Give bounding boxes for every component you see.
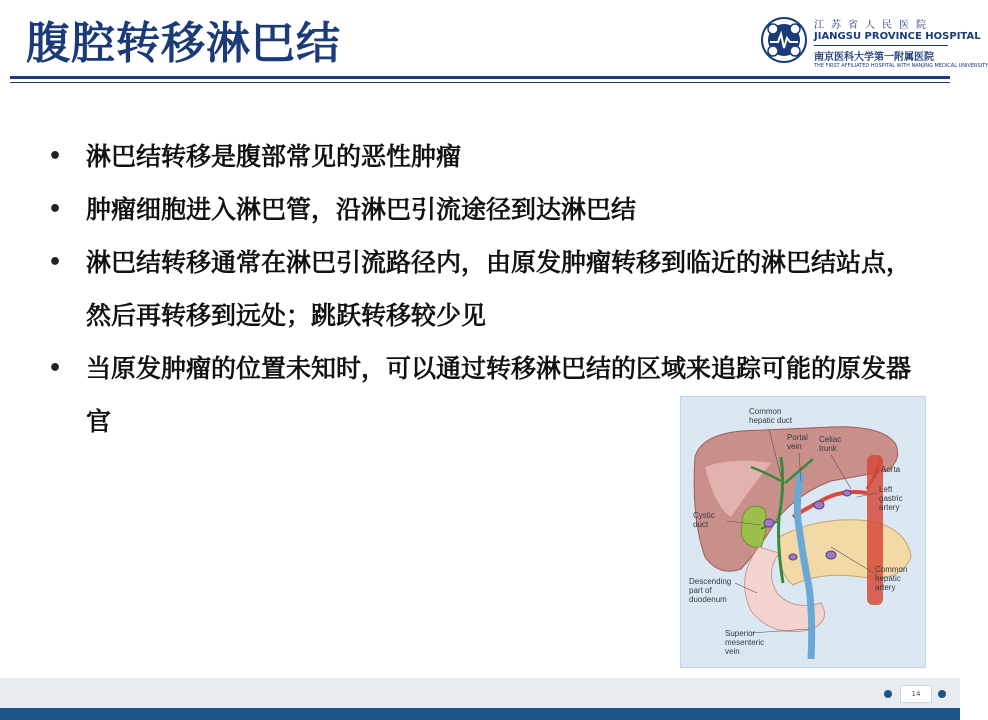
next-slide-dot-icon[interactable] bbox=[938, 690, 946, 698]
bullet-item bbox=[42, 183, 922, 236]
bullet-marker: • bbox=[48, 197, 63, 222]
label-aorta: Aorta bbox=[881, 465, 901, 474]
logo-chinese-name: 江苏省人民医院 bbox=[814, 20, 933, 31]
label-descending-duodenum: Descending part of duodenum bbox=[689, 577, 732, 604]
bullet-item bbox=[42, 130, 922, 183]
footer-band bbox=[0, 678, 960, 708]
label-common-hepatic-artery: Common hepatic artery bbox=[875, 565, 908, 592]
hospital-logo bbox=[760, 14, 988, 70]
previous-slide-dot-icon[interactable] bbox=[884, 690, 892, 698]
logo-english-name: JIANGSU PROVINCE HOSPITAL bbox=[814, 31, 981, 42]
label-cystic-duct: Cystic duct bbox=[693, 511, 715, 529]
anatomy-illustration bbox=[680, 396, 926, 668]
page-number: 14 bbox=[900, 685, 932, 703]
bullet-marker: • bbox=[48, 250, 63, 275]
bullet-text: 肿瘤细胞进入淋巴管，沿淋巴引流途径到达淋巴结 bbox=[86, 195, 637, 224]
bullet-marker: • bbox=[48, 356, 63, 381]
footer-bar bbox=[0, 708, 960, 720]
bullet-marker: • bbox=[48, 144, 63, 169]
label-superior-mesenteric-vein: Superior mesenteric vein bbox=[725, 629, 765, 656]
logo-affiliation: 南京医科大学第一附属医院 bbox=[814, 52, 934, 63]
logo-divider bbox=[814, 45, 948, 46]
label-left-gastric-artery: Left gastric artery bbox=[879, 485, 903, 512]
logo-affiliation-english: THE FIRST AFFILIATED HOSPITAL WITH NANJING MEDICAL UNIVERSITY bbox=[814, 63, 988, 69]
label-common-hepatic-duct: Common hepatic duct bbox=[749, 407, 793, 425]
bullet-text: 淋巴结转移是腹部常见的恶性肿瘤 bbox=[86, 142, 462, 171]
bullet-text: 当原发肿瘤的位置未知时，可以通过转移淋巴结的区域来追踪可能的原发器官 bbox=[86, 354, 912, 436]
bullet-text: 淋巴结转移通常在淋巴引流路径内，由原发肿瘤转移到临近的淋巴结站点，然后再转移到远处；跳跃转移较少见 bbox=[86, 248, 912, 330]
label-celiac-trunk: Celiac trunk bbox=[819, 435, 842, 453]
hospital-emblem-icon bbox=[760, 16, 808, 64]
bullet-item bbox=[42, 236, 922, 342]
slide-title: 腹腔转移淋巴结 bbox=[26, 18, 341, 69]
label-portal-vein: Portal vein bbox=[787, 433, 808, 451]
header-rule bbox=[10, 76, 950, 79]
header-rule-thin bbox=[10, 82, 950, 83]
